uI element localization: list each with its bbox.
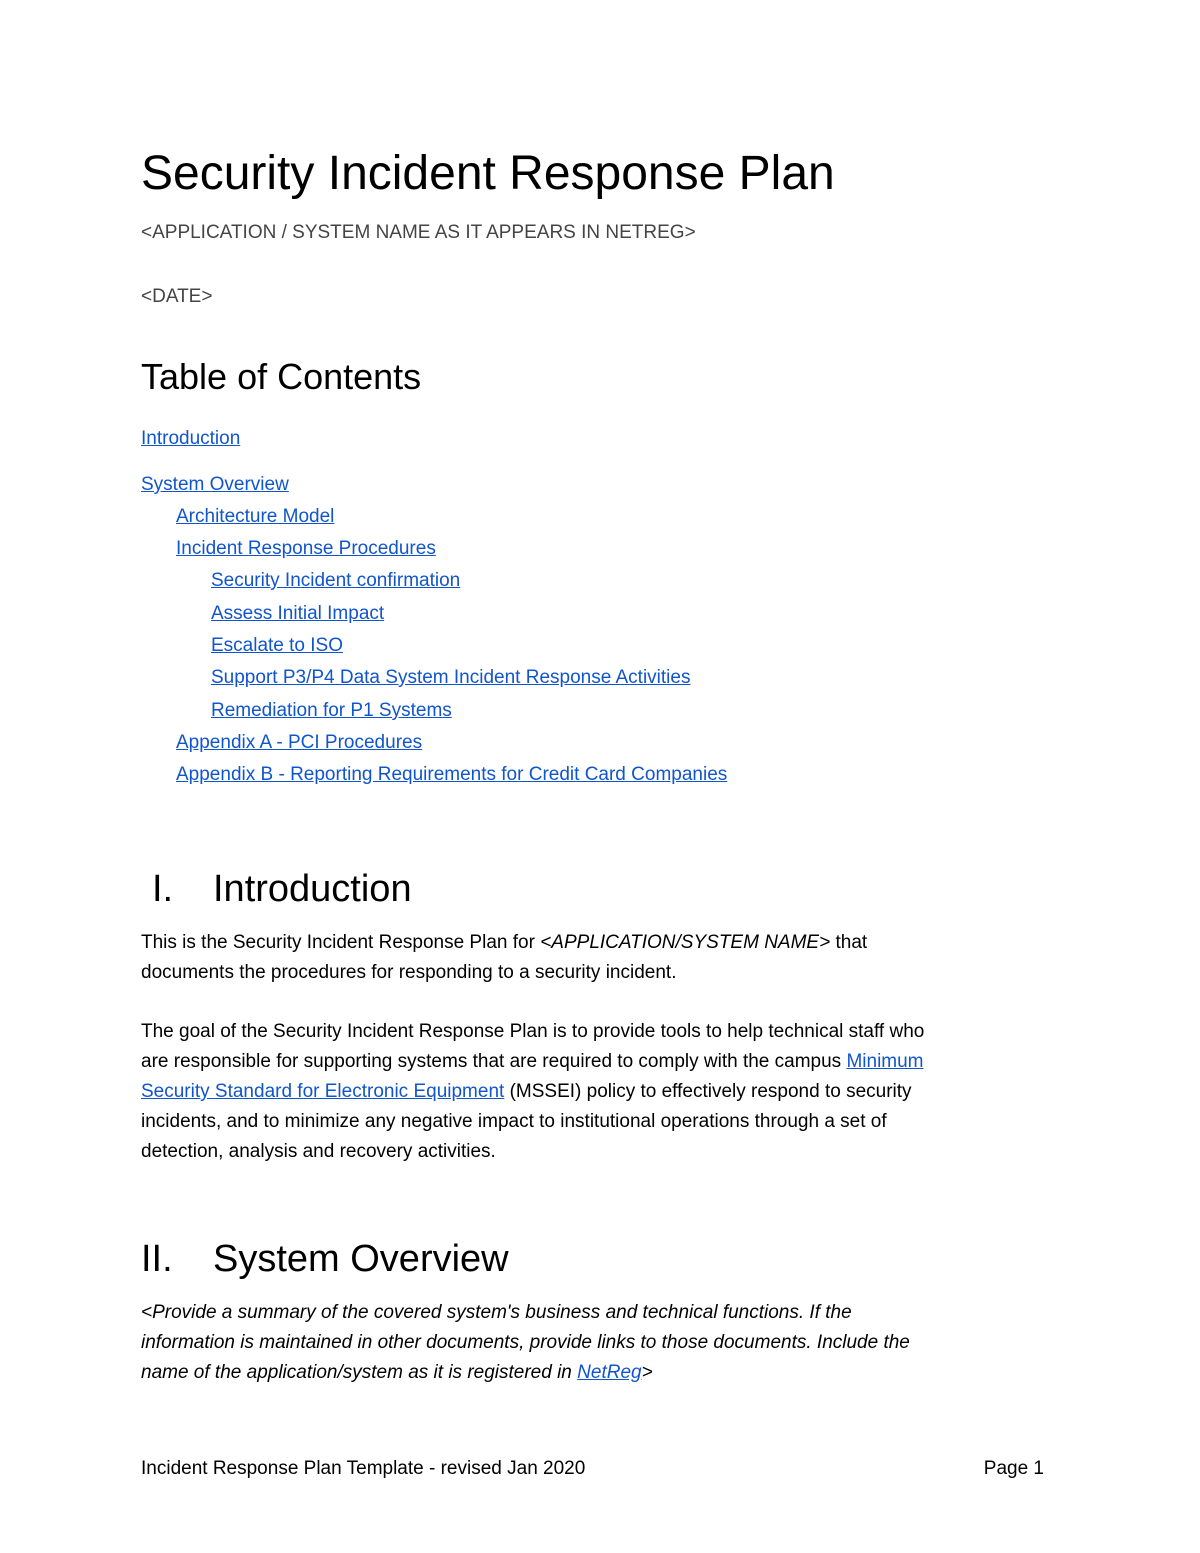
overview-instructions (141, 1298, 1041, 1388)
text: The goal of the Security Incident Response Plan is to provide tools to help technical staff who (141, 1021, 925, 1042)
toc-link-security-incident-confirmation[interactable]: Security Incident confirmation (211, 570, 461, 591)
mssei-policy-link[interactable]: Security Standard for Electronic Equipment (141, 1081, 505, 1102)
toc-link-appendix-a[interactable]: Appendix A - PCI Procedures (176, 732, 423, 753)
toc-heading: Table of Contents (141, 356, 422, 397)
section-system-overview-heading (141, 1234, 509, 1284)
text: (MSSEI) policy to effectively respond to security (504, 1081, 912, 1102)
text: incidents, and to minimize any negative impact to institutional operations through a set of (141, 1111, 887, 1132)
intro-paragraph-1 (141, 928, 1041, 988)
document-subtitle: <APPLICATION / SYSTEM NAME AS IT APPEARS IN NETREG> (141, 222, 696, 243)
footer-left: Incident Response Plan Template - revised Jan 2020 (141, 1458, 586, 1479)
toc-link-support-p3-p4[interactable]: Support P3/P4 Data System Incident Response Activities (211, 667, 691, 688)
section-number: II. (141, 1238, 173, 1280)
intro-paragraph-2 (141, 1017, 1041, 1167)
toc-link-architecture-model[interactable]: Architecture Model (176, 506, 335, 527)
document-title: Security Incident Response Plan (141, 147, 835, 200)
document-date: <DATE> (141, 286, 213, 307)
text: that (830, 932, 868, 953)
toc-link-appendix-b[interactable]: Appendix B - Reporting Requirements for Credit Card Companies (176, 764, 728, 785)
toc-link-remediation-p1[interactable]: Remediation for P1 Systems (211, 700, 452, 721)
toc-link-introduction[interactable]: Introduction (141, 428, 241, 449)
mssei-policy-link[interactable]: Minimum (846, 1051, 924, 1072)
section-title: Introduction (213, 868, 412, 910)
section-title: System Overview (213, 1238, 509, 1280)
toc-link-escalate-to-iso[interactable]: Escalate to ISO (211, 635, 344, 656)
text: <Provide a summary of the covered system's business and technical functions. If the (141, 1302, 852, 1323)
toc-link-assess-initial-impact[interactable]: Assess Initial Impact (211, 603, 385, 624)
toc-link-system-overview[interactable]: System Overview (141, 474, 289, 495)
text: detection, analysis and recovery activities. (141, 1141, 496, 1162)
text: name of the application/system as it is registered in (141, 1362, 578, 1383)
toc-link-incident-response-procedures[interactable]: Incident Response Procedures (176, 538, 436, 559)
netreg-link[interactable]: NetReg (577, 1362, 642, 1383)
text: documents the procedures for responding to a security incident. (141, 962, 677, 983)
page-number: Page 1 (983, 1458, 1044, 1479)
text: This is the Security Incident Response Plan for (141, 932, 541, 953)
section-introduction-heading (152, 864, 412, 914)
text: are responsible for supporting systems that are required to comply with the campus (141, 1051, 847, 1072)
text: information is maintained in other documents, provide links to those documents. Include the (141, 1332, 910, 1353)
section-number: I. (152, 868, 174, 910)
placeholder-text: <APPLICATION/SYSTEM NAME> (540, 932, 831, 953)
text: > (641, 1362, 653, 1383)
